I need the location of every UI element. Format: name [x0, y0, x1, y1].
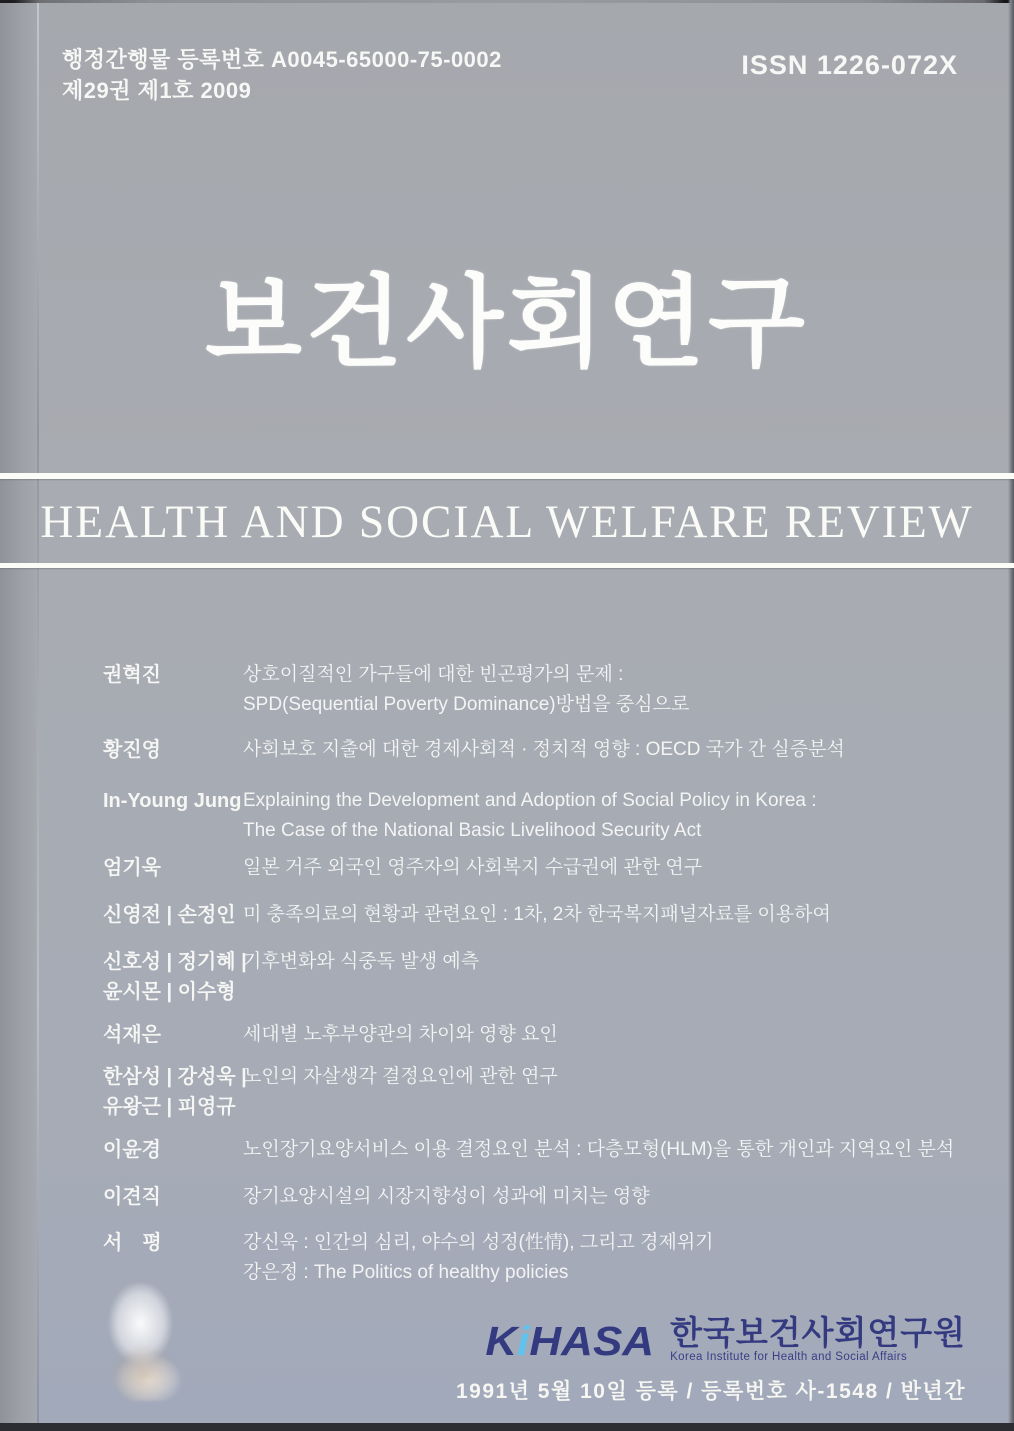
toc-title [243, 660, 689, 720]
right-edge [1008, 0, 1014, 1431]
author-name: 윤시몬 | 이수형 [103, 981, 236, 1003]
header-left [62, 44, 502, 106]
author-name: 이견직 [103, 1186, 161, 1208]
author-name: 서 평 [103, 1232, 162, 1254]
author-name: 신호성 | 정기혜 | [103, 951, 247, 973]
top-edge [0, 0, 1014, 3]
article-title-line: 노인장기요양서비스 이용 결정요인 분석 : 다층모형(HLM)을 통한 개인과 지역요인 분석 [243, 1139, 955, 1160]
author-name: In-Young Jung [103, 790, 242, 812]
toc-title [243, 1062, 558, 1092]
author-name: 이윤경 [103, 1139, 161, 1161]
article-title-line: 강신욱 : 인간의 심리, 야수의 성정(性情), 그리고 경제위기 [243, 1232, 714, 1253]
toc-authors [103, 1228, 243, 1258]
article-title-line: Explaining the Development and Adoption of Social Policy in Korea : [243, 790, 817, 811]
spine-shadow [0, 0, 38, 1431]
article-title-line: The Case of the National Basic Livelihood Security Act [243, 820, 702, 841]
toc-title [243, 1020, 558, 1050]
journal-title-english: HEALTH AND SOCIAL WELFARE REVIEW [40, 496, 974, 548]
publisher-name-block [670, 1316, 966, 1364]
article-title-line: 미 충족의료의 현황과 관련요인 : 1차, 2차 한국복지패널자료를 이용하여 [243, 904, 831, 925]
toc-authors [103, 735, 243, 765]
kihasa-logo-i: i [517, 1319, 530, 1365]
toc-title [243, 947, 479, 977]
toc-authors [103, 900, 243, 930]
article-title-line: 세대별 노후부양관의 차이와 영향 요인 [243, 1024, 558, 1045]
article-title-line: 사회보호 지출에 대한 경제사회적 · 정치적 영향 : OECD 국가 간 실증분석 [243, 739, 845, 760]
publisher-logo-row [485, 1316, 966, 1364]
author-name: 석재은 [103, 1024, 161, 1046]
issn: ISSN 1226-072X [741, 50, 958, 80]
author-name: 황진영 [103, 739, 161, 761]
table-row [103, 947, 479, 1007]
author-name: 엄기욱 [103, 857, 161, 879]
article-title-line: 상호이질적인 가구들에 대한 빈곤평가의 문제 : [243, 664, 624, 685]
toc-authors [103, 1135, 243, 1165]
article-title-line: 노인의 자살생각 결정요인에 관한 연구 [243, 1066, 558, 1087]
toc-title [243, 786, 817, 846]
toc-title [243, 900, 831, 930]
kihasa-logo-k: K [485, 1319, 518, 1365]
author-name: 신영전 | 손정인 [103, 904, 236, 926]
table-row [103, 1135, 954, 1165]
article-title-line: 강은정 : The Politics of healthy policies [243, 1262, 569, 1283]
table-row [103, 735, 845, 765]
toc-title [243, 1135, 954, 1165]
toc-title [243, 1228, 714, 1288]
registration-number: 행정간행물 등록번호 A0045-65000-75-0002 [62, 47, 502, 72]
table-row [103, 1228, 714, 1288]
org-name-english: Korea Institute for Health and Social Affairs [670, 1351, 908, 1363]
table-row [103, 1182, 650, 1212]
bottom-edge [0, 1423, 1014, 1431]
author-name: 유왕근 | 피영규 [103, 1096, 236, 1118]
kihasa-logo-hasa: HASA [529, 1319, 655, 1365]
table-row [103, 853, 702, 883]
toc-authors [103, 1182, 243, 1212]
article-title-line: 기후변화와 식중독 발생 예측 [243, 951, 480, 972]
journal-title-korean: 보건사회연구 [205, 267, 809, 379]
table-row [103, 786, 817, 846]
toc-authors [103, 660, 243, 690]
author-name: 한삼성 | 강성욱 | [103, 1066, 247, 1088]
table-row [103, 1062, 558, 1122]
org-name-korean: 한국보건사회연구원 [670, 1314, 966, 1351]
english-title-band [0, 473, 1014, 568]
issue-info: 제29권 제1호 2009 [62, 78, 252, 103]
band-rule-bottom [0, 563, 1014, 568]
table-row [103, 1020, 558, 1050]
author-name: 권혁진 [103, 664, 161, 686]
registration-info: 1991년 5월 10일 등록 / 등록번호 사-1548 / 반년간 [455, 1380, 966, 1403]
kihasa-logo [485, 1319, 655, 1365]
table-row [103, 900, 831, 930]
table-row [103, 660, 689, 720]
toc-authors [103, 1020, 243, 1050]
scuff-mark [100, 1283, 188, 1401]
toc-title [243, 853, 702, 883]
toc-authors [103, 1062, 247, 1122]
toc-authors [103, 947, 247, 1007]
article-title-line: 장기요양시설의 시장지향성이 성과에 미치는 영향 [243, 1186, 650, 1207]
article-title-line: 일본 거주 외국인 영주자의 사회복지 수급권에 관한 연구 [243, 857, 703, 878]
toc-authors [103, 853, 243, 883]
spine-crease [37, 0, 39, 1431]
toc-authors [103, 786, 243, 816]
toc-title [243, 1182, 650, 1212]
toc-title [243, 735, 845, 765]
article-title-line: SPD(Sequential Poverty Dominance)방법을 중심으로 [243, 694, 690, 715]
